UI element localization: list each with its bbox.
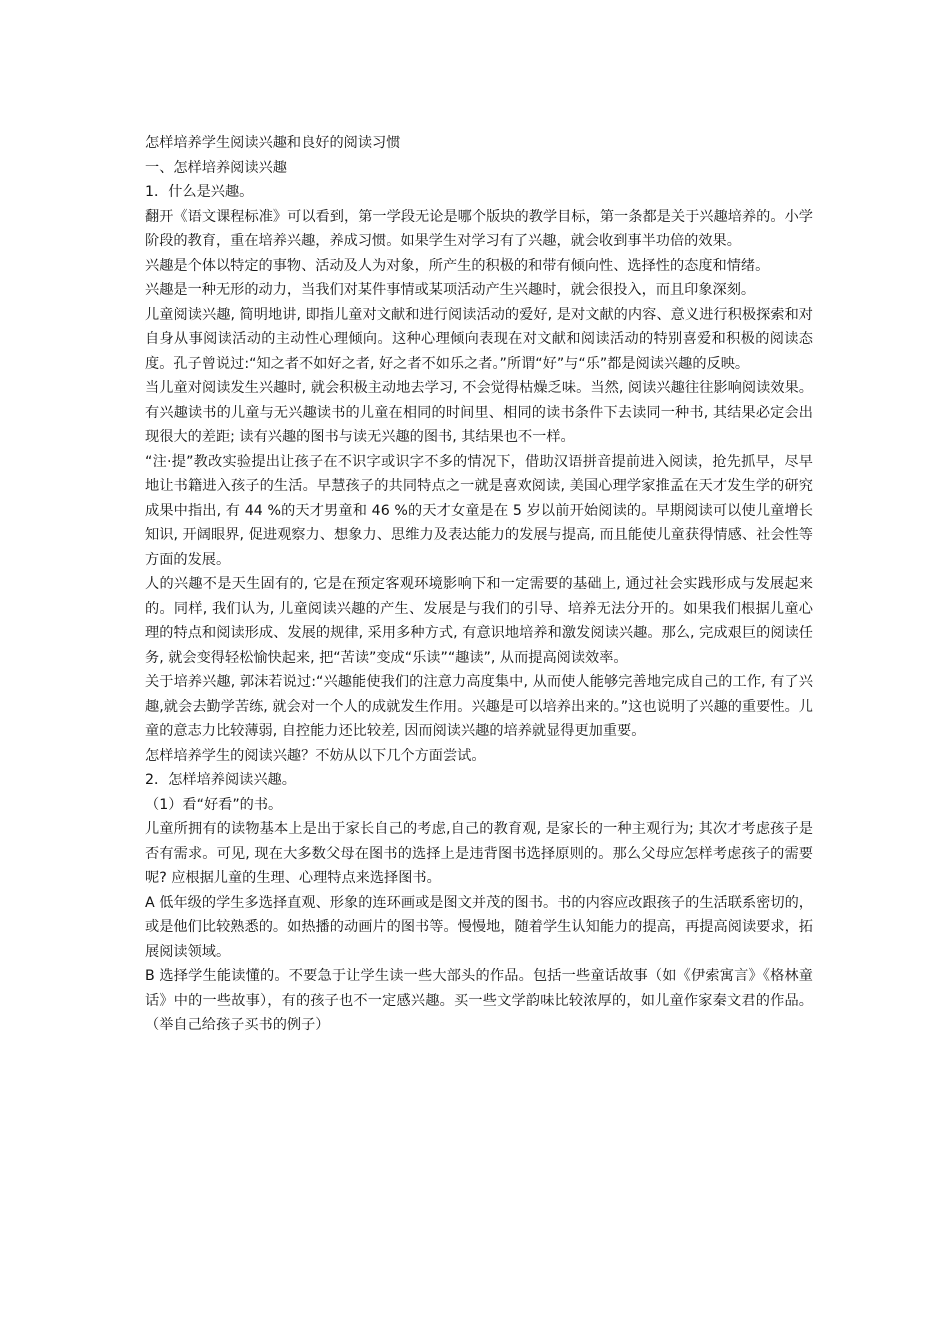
document-page [145,131,813,1038]
paragraph: 怎样培养学生的阅读兴趣？不妨从以下几个方面尝试。 [145,747,486,764]
paragraph: 翻开《语文课程标准》可以看到，第一学段无论是哪个版块的教学目标，第一条都是关于兴趣培养的。小学阶段的教育，重在培养兴趣，养成习惯。如果学生对学习有了兴趣，就会收到事半功倍的效果。 [145,208,813,249]
section-heading: 一、怎样培养阅读兴趣 [145,159,287,176]
paragraph: 儿童阅读兴趣, 简明地讲, 即指儿童对文献和进行阅读活动的爱好, 是对文献的内容、意义进行积极探索和对自身从事阅读活动的主动性心理倾向。这种心理倾向表现在对文献和阅读活动的特别喜爱和积极的阅读态度。孔子曾说过:“知之者不如好之者, 好之者不如乐之者。”所谓“好”与“乐”都是阅读兴趣的反映。 [145,306,813,372]
paragraph: 关于培养兴趣, 郭沫若说过:“兴趣能使我们的注意力高度集中, 从而使人能够完善地完成自己的工作, 有了兴趣,就会去勤学苦练, 就会对一个人的成就发生作用。兴趣是可以培养出来的。”这也说明了兴趣的重要性。儿童的意志力比较薄弱, 自控能力还比较差, 因而阅读兴趣的培养就显得更加重要。 [145,674,813,739]
paragraph: 兴趣是一种无形的动力，当我们对某件事情或某项活动产生兴趣时，就会很投入，而且印象深刻。 [145,282,756,298]
subsection-heading: 1．什么是兴趣。 [145,184,254,200]
paragraph: 儿童所拥有的读物基本上是出于家长自己的考虑,自己的教育观, 是家长的一种主观行为; 其次才考虑孩子是否有需求。可见, 现在大多数父母在图书的选择上是违背图书选择原则的。那么父母应怎样考虑孩子的需要呢? 应根据儿童的生理、心理特点来选择图书。 [145,821,813,886]
subsection-heading: （1）看“好看”的书。 [145,796,283,813]
document-title: 怎样培养学生阅读兴趣和良好的阅读习惯 [145,135,401,151]
subsection-heading: 2．怎样培养阅读兴趣。 [145,772,296,788]
paragraph: A 低年级的学生多选择直观、形象的连环画或是图文并茂的图书。书的内容应改跟孩子的生活联系密切的，或是他们比较熟悉的。如热播的动画片的图书等。慢慢地，随着学生认知能力的提高，再提高阅读要求，拓展阅读领域。 [145,894,813,960]
paragraph: 人的兴趣不是天生固有的, 它是在预定客观环境影响下和一定需要的基础上, 通过社会实践形成与发展起来的。同样, 我们认为, 儿童阅读兴趣的产生、发展是与我们的引导、培养无法分开的。如果我们根据儿童心理的特点和阅读形成、发展的规律, 采用多种方式, 有意识地培养和激发阅读兴趣。那么, 完成艰巨的阅读任务, 就会变得轻松愉快起来, 把“苦读”变成“乐读”“趣读”, 从而提高阅读效率。 [145,576,813,666]
paragraph: B 选择学生能读懂的。不要急于让学生读一些大部头的作品。包括一些童话故事（如《伊索寓言》《格林童话》中的一些故事），有的孩子也不一定感兴趣。买一些文学韵味比较浓厚的，如儿童作家秦文君的作品。（举自己给孩子买书的例子） [145,968,813,1033]
paragraph: “注·提”教改实验提出让孩子在不识字或识字不多的情况下，借助汉语拼音提前进入阅读，抢先抓早，尽早地让书籍进入孩子的生活。早慧孩子的共同特点之一就是喜欢阅读, 美国心理学家推孟在天才发生学的研究成果中指出, 有 44 %的天才男童和 46 %的天才女童是在 5 岁以前开始阅读的。早期阅读可以使儿童增长知识, 开阔眼界, 促进观察力、想象力、思维力及表达能力的发展与提高, 而且能使儿童获得情感、社会性等方面的发展。 [145,453,813,568]
paragraph: 兴趣是个体以特定的事物、活动及人为对象，所产生的积极的和带有倾向性、选择性的态度和情绪。 [145,257,770,274]
paragraph: 当儿童对阅读发生兴趣时, 就会积极主动地去学习, 不会觉得枯燥乏味。当然, 阅读兴趣往往影响阅读效果。有兴趣读书的儿童与无兴趣读书的儿童在相同的时间里、相同的读书条件下去读同一种书, 其结果必定会出现很大的差距; 读有兴趣的图书与读无兴趣的图书, 其结果也不一样。 [145,380,813,445]
